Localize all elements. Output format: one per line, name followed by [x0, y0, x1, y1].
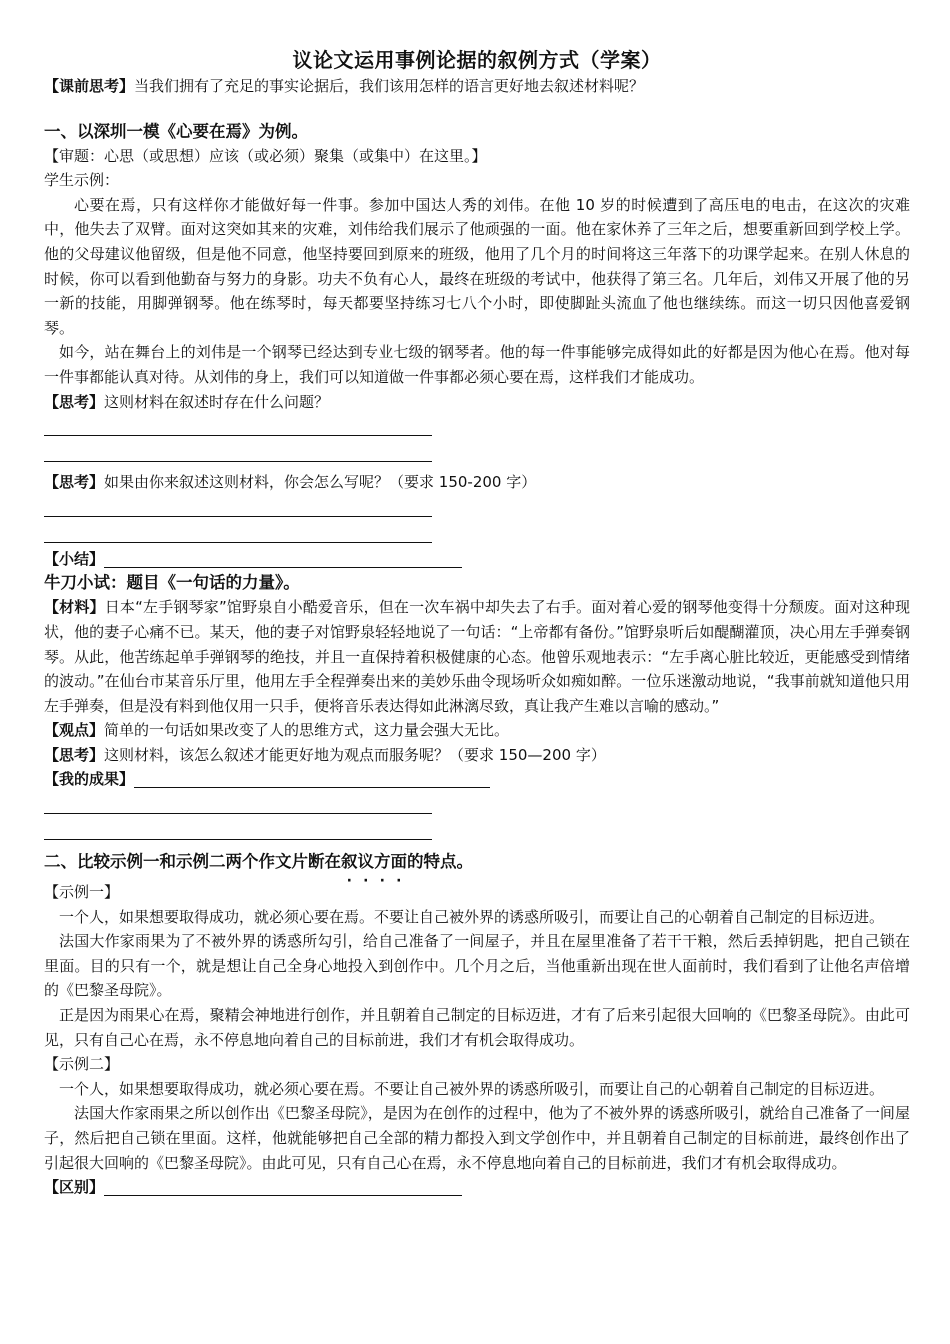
difference [44, 1175, 910, 1200]
section1-heading: 一、以深圳一模《心要在焉》为例。 [44, 121, 308, 141]
section1-analysis: 【审题：心思（或思想）应该（或必须）聚集（或集中）在这里。】 [44, 146, 487, 165]
trial-heading: 牛刀小试：题目《一句话的力量》。 [44, 573, 300, 593]
worksheet-page [44, 46, 910, 1200]
pre-think-text: 当我们拥有了充足的事实论据后，我们该用怎样的语言更好地去叙述材料呢？ [134, 77, 645, 95]
emphasis-char: 面 [390, 852, 407, 872]
trial-view [44, 718, 910, 743]
section2-heading-post: 的特点。 [407, 852, 473, 872]
trial-think [44, 743, 910, 768]
example1-paragraph-1: 一个人，如果想要取得成功，就必须心要在焉。不要让自己被外界的诱惑所吸引，而要让自己的心朝着自己制定的目标迈进。 [59, 907, 885, 926]
trial-think-text: 这则材料，该怎么叙述才能更好地为观点而服务呢？（要求 150—200 字） [104, 745, 606, 764]
think1 [44, 390, 910, 415]
section2-heading [44, 850, 910, 874]
pre-think-label: 【课前思考】 [44, 77, 135, 95]
summary [44, 547, 910, 572]
answer-line[interactable] [44, 414, 910, 440]
think1-text: 这则材料在叙述时存在什么问题？ [104, 392, 330, 411]
emphasis-char: 方 [374, 852, 391, 872]
think2 [44, 470, 910, 495]
view-text: 简单的一句话如果改变了人的思维方式，这力量会强大无比。 [104, 721, 510, 740]
material-label: 【材料】 [44, 598, 105, 617]
summary-label: 【小结】 [44, 549, 105, 568]
result-label: 【我的成果】 [44, 770, 135, 789]
example1-paragraph-3: 正是因为雨果心在焉，聚精会神地进行创作，并且朝着自己制定的目标迈进，才有了后来引起很大回响的《巴黎圣母院》。由此可见，只有自己心在焉，永不停息地向着自己的目标前进，我们才有机会取得成功。 [44, 1006, 910, 1049]
example1-label: 【示例一】 [44, 883, 120, 902]
think2-text: 如果由你来叙述这则材料，你会怎么写呢？（要求 150-200 字） [104, 473, 537, 492]
material-text: 日本“左手钢琴家”馆野泉自小酷爱音乐，但在一次车祸中却失去了右手。面对着心爱的钢琴他变得十分颓废。面对这种现状，他的妻子心痛不已。某天，他的妻子对馆野泉轻轻地说了一句话：“上帝都有备份。”馆野泉听后如醍醐灌顶，决心用左手弹奏钢琴。从此，他苦练起单手弹钢琴的绝技，并且一直保持着积极健康的心态。他曾乐观地表示：“左手离心脏比较近，更能感受到情绪的波动。”在仙台市某音乐厅里，他用左手全程弹奏出来的美妙乐曲令现场听众如痴如醉。一位乐迷激动地说，“我事前就知道他只用左手弹奏，但是没有料到他仅用一只手，便将音乐表达得如此淋漓尽致，真让我产生难以言喻的感动。” [44, 598, 910, 715]
section2-heading-pre: 二、比较示例一和示例二两个作文片断在 [44, 852, 341, 872]
difference-answer-line[interactable] [104, 1177, 462, 1196]
trial-result [44, 767, 910, 792]
answer-line[interactable] [44, 818, 910, 844]
answer-line[interactable] [44, 792, 910, 818]
summary-answer-line[interactable] [104, 549, 462, 568]
example2-paragraph-2: 法国大作家雨果之所以创作出《巴黎圣母院》，是因为在创作的过程中，他为了不被外界的诱惑所吸引，就给自己准备了一间屋子，然后把自己锁在里面。这样，他就能够把自己全部的精力都投入到文学创作中，并且朝着自己制定的目标前进，最终创作出了引起很大回响的《巴黎圣母院》。由此可见，只有自己心在焉，永不停息地向着自己的目标前进，我们才有机会取得成功。 [44, 1104, 910, 1172]
result-answer-line[interactable] [134, 769, 490, 788]
example2-label: 【示例二】 [44, 1055, 120, 1074]
sample-paragraph-1: 心要在焉，只有这样你才能做好每一件事。参加中国达人秀的刘伟。在他 10 岁的时候遭到了高压电的电击，在这次的灾难中，他失去了双臂。面对这突如其来的灾难，刘伟给我们展示了他顽强的一面。他在家休养了三年之后，想要重新回到学校上学。他的父母建议他留级，但是他不同意，他坚持要回到原来的班级，他用了几个月的时间将这三年落下的功课学起来。在别人休息的时候，你可以看到他勤奋与努力的身影。功夫不负有心人，最终在班级的考试中，他获得了第三名。几年后，刘伟又开展了他的另一新的技能，用脚弹钢琴。他在练琴时，每天都要坚持练习七八个小时，即使脚趾头流血了他也继续练。而这一切只因他喜爱钢琴。 [44, 195, 910, 337]
example1-paragraph-2: 法国大作家雨果为了不被外界的诱惑所勾引，给自己准备了一间屋子，并且在屋里准备了若干干粮，然后丢掉钥匙，把自己锁在里面。目的只有一个，就是想让自己全身心地投入到创作中。几个月之后，当他重新出现在世人面前时，我们看到了让他名声倍增的《巴黎圣母院》。 [44, 932, 910, 1000]
think1-label: 【思考】 [44, 392, 105, 411]
sample-label: 学生示例： [44, 171, 120, 190]
trial-think-label: 【思考】 [44, 745, 105, 764]
trial-material [44, 595, 910, 718]
answer-line[interactable] [44, 521, 910, 547]
view-label: 【观点】 [44, 721, 105, 740]
emphasis-char: 叙 [341, 852, 358, 872]
emphasis-char: 议 [357, 852, 374, 872]
answer-line[interactable] [44, 440, 910, 466]
think2-label: 【思考】 [44, 473, 105, 492]
sample-paragraph-2: 如今，站在舞台上的刘伟是一个钢琴已经达到专业七级的钢琴者。他的每一件事能够完成得如此的好都是因为他心在焉。他对每一件事都能认真对待。从刘伟的身上，我们可以知道做一件事都必须心要在焉，这样我们才能成功。 [44, 343, 910, 386]
page-title: 议论文运用事例论据的叙例方式（学案） [292, 48, 662, 72]
pre-think [44, 74, 910, 99]
difference-label: 【区别】 [44, 1178, 105, 1197]
example2-paragraph-1: 一个人，如果想要取得成功，就必须心要在焉。不要让自己被外界的诱惑所吸引，而要让自己的心朝着自己制定的目标迈进。 [59, 1079, 885, 1098]
answer-line[interactable] [44, 495, 910, 521]
